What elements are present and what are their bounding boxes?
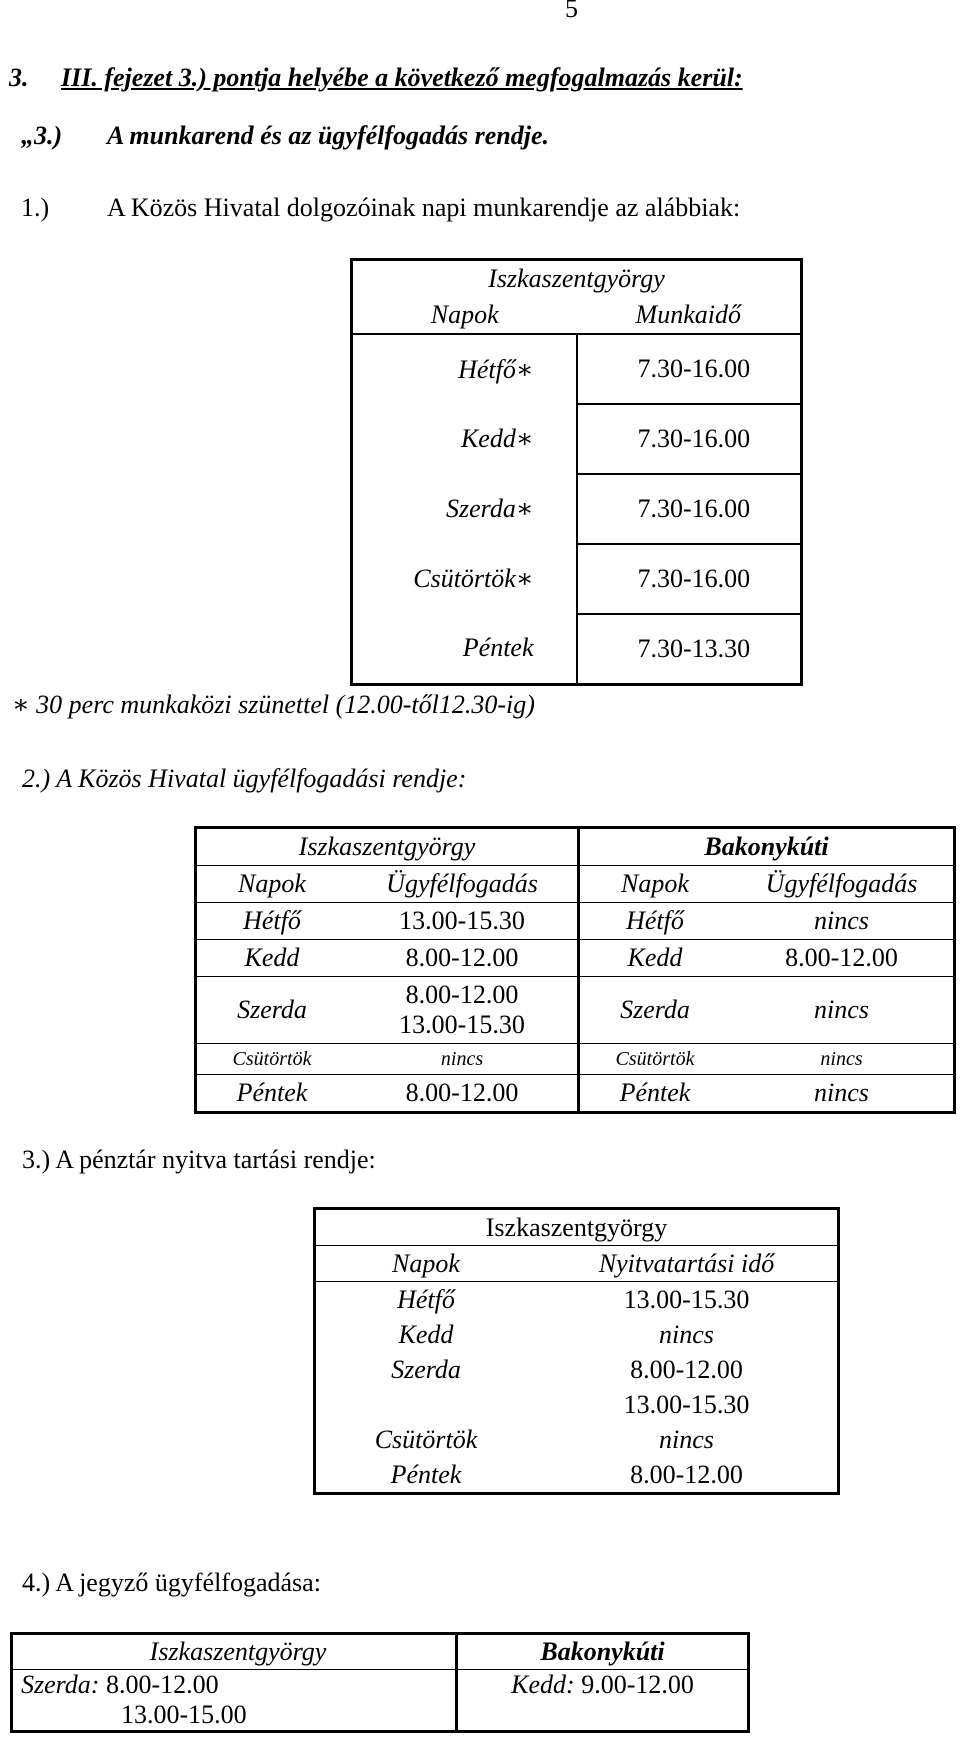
table-cell-day <box>315 1387 537 1422</box>
table-cell-day: Szerda <box>391 1354 461 1384</box>
item4-text: 4.) A jegyző ügyfélfogadása: <box>22 1568 321 1597</box>
table-cell-time: nincs <box>347 1044 579 1075</box>
column-header-days: Napok <box>196 866 348 903</box>
table-row-day: Péntek <box>352 614 577 684</box>
table-cell-day: Hétfő <box>397 1284 455 1314</box>
column-header-days: Napok <box>579 866 731 903</box>
table-row-day: Csütörtök∗ <box>352 544 577 614</box>
table-cell-day: Szerda <box>579 977 731 1044</box>
table-cell-time: nincs <box>730 1044 955 1075</box>
item1-number: 1.) <box>21 193 50 222</box>
cashier-hours-table <box>313 1207 840 1495</box>
table-cell-time: nincs <box>730 977 955 1044</box>
table-cell-time: 13.00-15.30 <box>347 903 579 940</box>
table-row-time: 7.30-16.00 <box>577 474 802 544</box>
table-cell-time: 8.00-12.00 <box>630 1354 743 1384</box>
table-row-time: 7.30-16.00 <box>577 404 802 474</box>
column-header-reception: Ügyfélfogadás <box>730 866 955 903</box>
table-title-left: Iszkaszentgyörgy <box>12 1634 457 1670</box>
table-cell-day: Kedd <box>196 940 348 977</box>
subsection-number: „3.) <box>21 121 63 150</box>
table-cell-time: 8.00-12.00 <box>730 940 955 977</box>
item1-text: A Közös Hivatal dolgozóinak napi munkarendje az alábbiak: <box>107 193 741 222</box>
column-header-days: Napok <box>352 297 577 334</box>
table-row-day: Hétfő∗ <box>352 334 577 404</box>
table-row-time: 7.30-13.30 <box>637 633 751 663</box>
subsection-heading: A munkarend és az ügyfélfogadás rendje. <box>107 121 550 150</box>
item3-text: 3.) A pénztár nyitva tartási rendje: <box>22 1145 376 1174</box>
table-title-left: Iszkaszentgyörgy <box>196 828 579 866</box>
table-cell-day: Hétfő <box>196 903 348 940</box>
table-cell-time: 8.00-12.00 <box>347 1075 579 1113</box>
table-cell-time: nincs <box>814 1078 869 1107</box>
table-cell-time: 8.00-12.00 <box>347 940 579 977</box>
table-cell-time: 8.00-12.00 13.00-15.30 <box>347 977 579 1044</box>
table-cell-day: Péntek <box>390 1459 462 1489</box>
table-title-right: Bakonykúti <box>579 828 955 866</box>
table-title: Iszkaszentgyörgy <box>315 1209 839 1246</box>
table-row-time: 7.30-16.00 <box>577 334 802 404</box>
table-cell-day: Péntek <box>619 1078 691 1107</box>
reception-table <box>194 826 956 1114</box>
page-number: 5 <box>565 0 578 23</box>
table-cell-day: Csütörtök <box>196 1044 348 1075</box>
table-cell-day: Kedd <box>579 940 731 977</box>
table-title: Iszkaszentgyörgy <box>488 264 665 293</box>
section-heading: III. fejezet 3.) pontja helyébe a következő megfogalmazás kerül: <box>61 63 743 92</box>
table-cell-day: Hétfő <box>579 903 731 940</box>
item2-text: 2.) A Közös Hivatal ügyfélfogadási rendje: <box>22 764 467 793</box>
footnote: ∗ 30 perc munkaközi szünettel (12.00-től12.30-ig) <box>12 690 535 719</box>
column-header-opening-time: Nyitvatartási idő <box>536 1246 839 1282</box>
table-cell-day: Kedd <box>398 1319 454 1349</box>
table-row-day: Kedd∗ <box>352 404 577 474</box>
table-cell-day: Csütörtök <box>579 1044 731 1075</box>
notary-reception-table <box>10 1632 750 1733</box>
work-schedule-table <box>350 258 803 686</box>
table-cell-day: Szerda <box>196 977 348 1044</box>
table-cell-day: Csütörtök <box>374 1424 478 1454</box>
table-title-right: Bakonykúti <box>457 1634 749 1670</box>
table-row-time: 7.30-16.00 <box>577 544 802 614</box>
table-row-day: Szerda∗ <box>352 474 577 544</box>
table-cell-time: nincs <box>730 903 955 940</box>
table-cell-time: nincs <box>659 1424 714 1454</box>
table-cell-time: 13.00-15.30 <box>623 1389 750 1419</box>
section-number: 3. <box>9 63 29 92</box>
notary-right-cell: Kedd: 9.00-12.00 <box>511 1670 694 1699</box>
column-header-worktime: Munkaidő <box>577 297 802 334</box>
column-header-reception: Ügyfélfogadás <box>347 866 579 903</box>
table-cell-time: 8.00-12.00 <box>630 1459 743 1489</box>
table-cell-day: Péntek <box>236 1078 308 1107</box>
table-cell-time: 13.00-15.30 <box>623 1284 750 1314</box>
table-cell-time: nincs <box>659 1319 714 1349</box>
notary-left-cell: Szerda: 8.00-12.00 13.00-15.00 <box>12 1670 457 1732</box>
column-header-days: Napok <box>315 1246 537 1282</box>
